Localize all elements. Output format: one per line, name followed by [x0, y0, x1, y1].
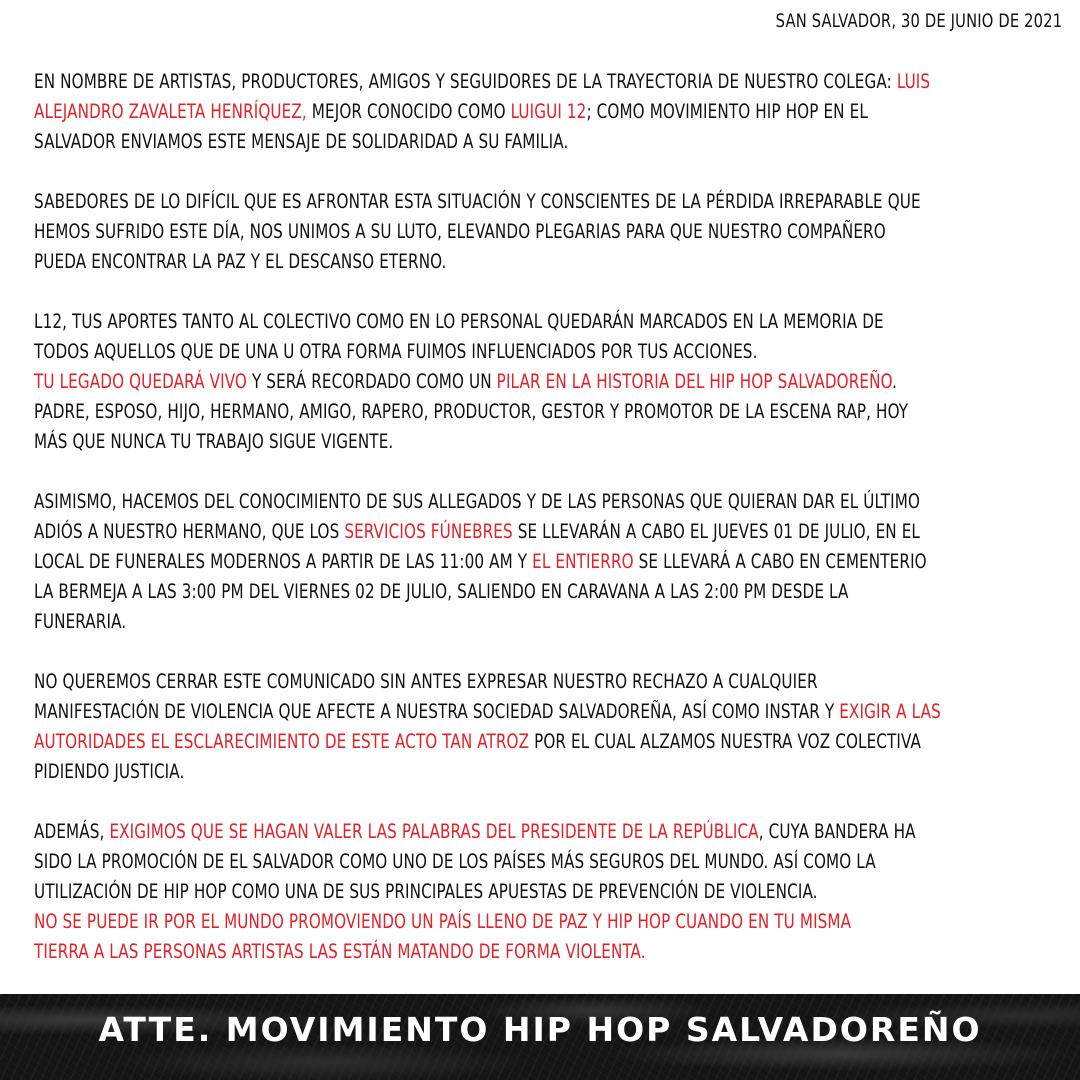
- highlighted-text: SERVICIOS FÚNEBRES: [344, 520, 513, 543]
- highlighted-text: TU LEGADO QUEDARÁ VIVO: [34, 370, 248, 393]
- body-text: ADIÓS A NUESTRO HERMANO, QUE LOS: [34, 520, 345, 543]
- paragraph-line: [34, 397, 1055, 427]
- paragraph: [34, 487, 1055, 637]
- body-text: SABEDORES DE LO DIFÍCIL QUE ES AFRONTAR ESTA SITUACIÓN Y CONSCIENTES DE LA PÉRDIDA IRREPARABLE QUE: [34, 190, 921, 213]
- highlighted-text: EL ENTIERRO: [532, 550, 634, 573]
- paragraph-line: [34, 487, 1055, 517]
- highlighted-text: AUTORIDADES EL ESCLARECIMIENTO DE ESTE ACTO TAN ATROZ: [34, 730, 530, 753]
- paragraph-line: [34, 547, 1055, 577]
- body-text: EN NOMBRE DE ARTISTAS, PRODUCTORES, AMIGOS Y SEGUIDORES DE LA TRAYECTORIA DE NUESTRO COLEGA:: [34, 70, 897, 93]
- body-text: L12, TUS APORTES TANTO AL COLECTIVO COMO EN LO PERSONAL QUEDARÁN MARCADOS EN LA MEMORIA DE: [34, 310, 884, 333]
- paragraph-line: [34, 187, 1055, 217]
- paragraph-line: [34, 697, 1055, 727]
- body-text: MÁS QUE NUNCA TU TRABAJO SIGUE VIGENTE.: [34, 430, 394, 453]
- body-text: UTILIZACIÓN DE HIP HOP COMO UNA DE SUS PRINCIPALES APUESTAS DE PREVENCIÓN DE VIOLENCIA.: [34, 880, 818, 903]
- body-text: , CUYA BANDERA HA: [758, 820, 916, 843]
- paragraph-line: [34, 757, 1055, 787]
- body-text: PADRE, ESPOSO, HIJO, HERMANO, AMIGO, RAPERO, PRODUCTOR, GESTOR Y PROMOTOR DE LA ESCENA RAP, HOY: [34, 400, 909, 423]
- paragraph-line: [34, 817, 1055, 847]
- paragraph-line: [34, 877, 1055, 907]
- paragraph-line: [34, 577, 1055, 607]
- body-text: PIDIENDO JUSTICIA.: [34, 760, 185, 783]
- paragraph-line: [34, 517, 1055, 547]
- body-text: .: [892, 370, 897, 393]
- letter-body: [34, 67, 1055, 997]
- body-text: ASIMISMO, HACEMOS DEL CONOCIMIENTO DE SUS ALLEGADOS Y DE LAS PERSONAS QUE QUIERAN DAR EL ÚLTIMO: [34, 490, 921, 513]
- highlighted-text: LUIGUI 12: [510, 100, 587, 123]
- body-text: PUEDA ENCONTRAR LA PAZ Y EL DESCANSO ETERNO.: [34, 250, 447, 273]
- body-text: TODOS AQUELLOS QUE DE UNA U OTRA FORMA FUIMOS INFLUENCIADOS POR TUS ACCIONES.: [34, 340, 758, 363]
- body-text: NO QUEREMOS CERRAR ESTE COMUNICADO SIN ANTES EXPRESAR NUESTRO RECHAZO A CUALQUIER: [34, 670, 818, 693]
- body-text: SIDO LA PROMOCIÓN DE EL SALVADOR COMO UNO DE LOS PAÍSES MÁS SEGUROS DEL MUNDO. ASÍ COMO LA: [34, 850, 876, 873]
- paragraph-line: [34, 667, 1055, 697]
- paragraph: [34, 817, 1055, 967]
- paragraph-line: [34, 907, 1055, 937]
- body-text: HEMOS SUFRIDO ESTE DÍA, NOS UNIMOS A SU LUTO, ELEVANDO PLEGARIAS PARA QUE NUESTRO COMPAÑERO: [34, 220, 886, 243]
- highlighted-text: NO SE PUEDE IR POR EL MUNDO PROMOVIENDO UN PAÍS LLENO DE PAZ Y HIP HOP CUANDO EN TU MISMA: [34, 910, 852, 933]
- paragraph-line: [34, 937, 1055, 967]
- highlighted-text: ALEJANDRO ZAVALETA HENRÍQUEZ,: [34, 100, 307, 123]
- paragraph: [34, 667, 1055, 787]
- paragraph: [34, 187, 1055, 277]
- body-text: SALVADOR ENVIAMOS ESTE MENSAJE DE SOLIDARIDAD A SU FAMILIA.: [34, 130, 569, 153]
- paragraph-line: [34, 127, 1055, 157]
- paragraph-line: [34, 367, 1055, 397]
- paragraph-line: [34, 247, 1055, 277]
- highlighted-text: EXIGIMOS QUE SE HAGAN VALER LAS PALABRAS DEL PRESIDENTE DE LA REPÚBLICA: [109, 820, 759, 843]
- body-text: LA BERMEJA A LAS 3:00 PM DEL VIERNES 02 DE JULIO, SALIENDO EN CARAVANA A LAS 2:00 PM DESDE LA: [34, 580, 849, 603]
- signature-text: ATTE. MOVIMIENTO HIP HOP SALVADOREÑO: [98, 1010, 982, 1049]
- highlighted-text: TIERRA A LAS PERSONAS ARTISTAS LAS ESTÁN MATANDO DE FORMA VIOLENTA.: [34, 940, 646, 963]
- paragraph-line: [34, 97, 1055, 127]
- highlighted-text: EXIGIR A LAS: [839, 700, 941, 723]
- body-text: SE LLEVARÁN A CABO EL JUEVES 01 DE JULIO, EN EL: [512, 520, 921, 543]
- paragraph: [34, 67, 1055, 157]
- body-text: POR EL CUAL ALZAMOS NUESTRA VOZ COLECTIVA: [529, 730, 921, 753]
- body-text: Y SERÁ RECORDADO COMO UN: [247, 370, 497, 393]
- body-text: MEJOR CONOCIDO COMO: [306, 100, 511, 123]
- paragraph-line: [34, 337, 1055, 367]
- body-text: ADEMÁS,: [34, 820, 110, 843]
- paragraph-line: [34, 727, 1055, 757]
- paragraph-line: [34, 217, 1055, 247]
- highlighted-text: LUIS: [896, 70, 931, 93]
- body-text: MANIFESTACIÓN DE VIOLENCIA QUE AFECTE A NUESTRA SOCIEDAD SALVADOREÑA, ASÍ COMO INSTAR Y: [34, 700, 840, 723]
- date-line: SAN SALVADOR, 30 DE JUNIO DE 2021: [775, 10, 1062, 32]
- paragraph: [34, 307, 1055, 457]
- paragraph-line: [34, 67, 1055, 97]
- highlighted-text: PILAR EN LA HISTORIA DEL HIP HOP SALVADOREÑO: [496, 370, 893, 393]
- paragraph-line: [34, 607, 1055, 637]
- body-text: LOCAL DE FUNERALES MODERNOS A PARTIR DE LAS 11:00 AM Y: [34, 550, 533, 573]
- body-text: FUNERARIA.: [34, 610, 127, 633]
- signature-banner: [0, 994, 1080, 1080]
- paragraph-line: [34, 847, 1055, 877]
- paragraph-line: [34, 427, 1055, 457]
- body-text: SE LLEVARÁ A CABO EN CEMENTERIO: [633, 550, 927, 573]
- body-text: ; COMO MOVIMIENTO HIP HOP EN EL: [586, 100, 868, 123]
- paragraph-line: [34, 307, 1055, 337]
